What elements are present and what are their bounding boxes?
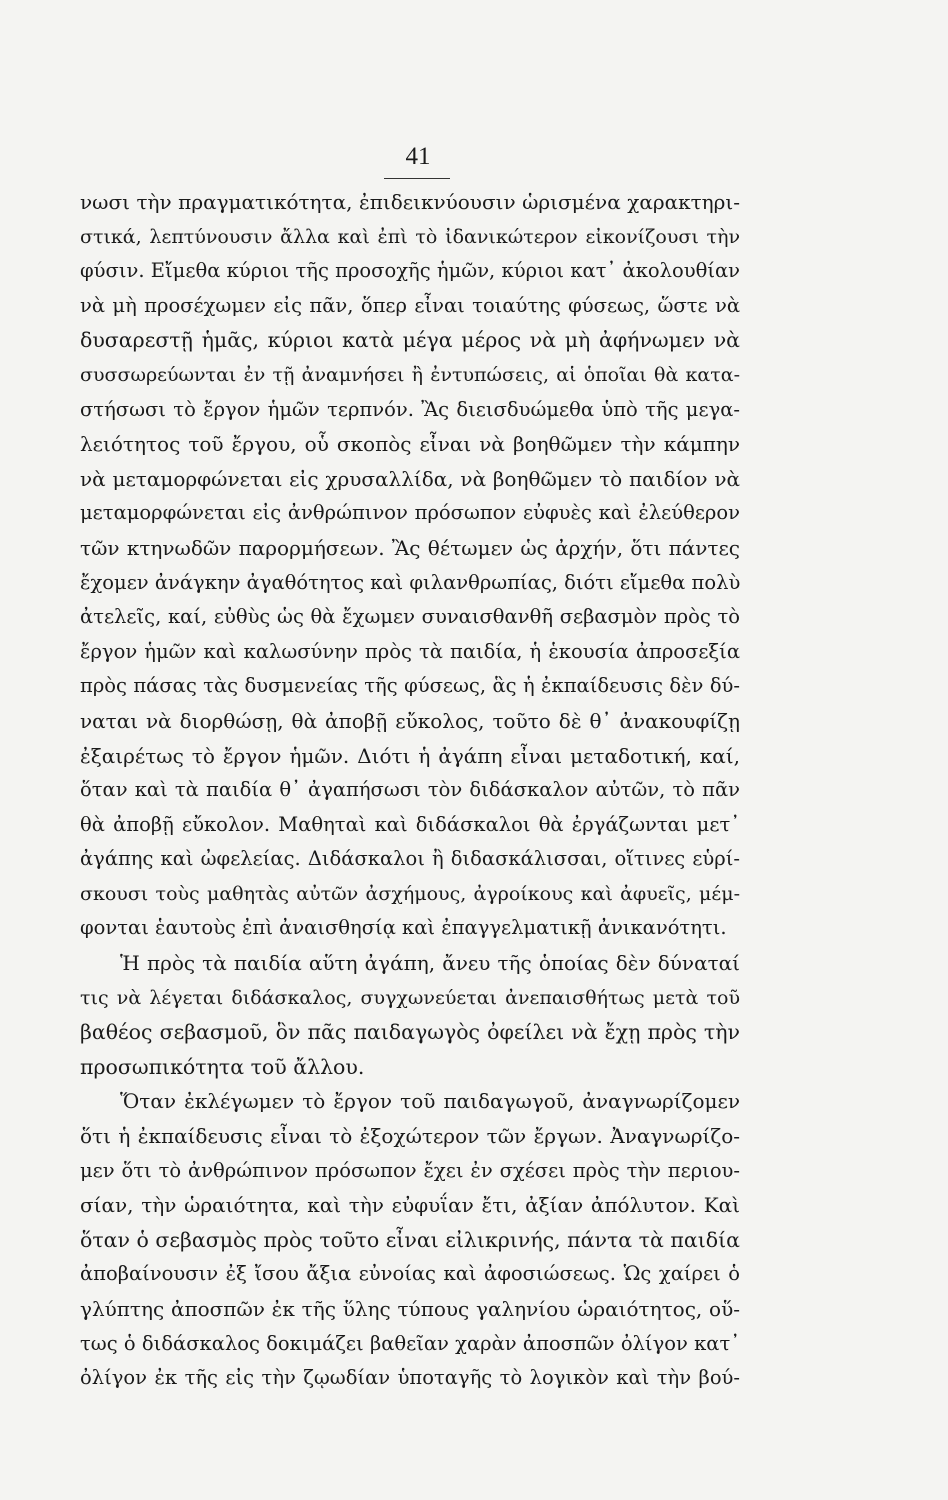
text-line: προσωπικότητα τοῦ ἄλλου. [80,1054,365,1079]
text-line: δυσαρεστῇ ἡμᾶς, κύριοι κατὰ μέγα μέρος νὰ μὴ ἀφήνωμεν νὰ [80,328,740,353]
text-line: νὰ μεταμορφώνεται εἰς χρυσαλλίδα, νὰ βοηθῶμεν τὸ παιδίον νὰ [80,466,740,491]
text-line: τῶν κτηνωδῶν παρορμήσεων. Ἂς θέτωμεν ὡς ἀρχήν, ὅτι πάντες [80,535,740,560]
text-line: βαθέος σεβασμοῦ, ὃν πᾶς παιδαγωγὸς ὀφείλει νὰ ἔχῃ πρὸς τὴν [80,1020,740,1045]
text-line: Ἡ πρὸς τὰ παιδία αὕτη ἀγάπη, ἄνευ τῆς ὁποίας δὲν δύναταί [120,951,740,976]
text-line: πρὸς πάσας τὰς δυσμενείας τῆς φύσεως, ἃς ἡ ἐκπαίδευσις δὲν δύ- [80,674,740,698]
text-line: ὅταν καὶ τὰ παιδία θ᾽ ἀγαπήσωσι τὸν διδάσκαλον αὐτῶν, τὸ πᾶν [80,778,740,802]
text-line: φύσιν. Εἴμεθα κύριοι τῆς προσοχῆς ἡμῶν, κύριοι κατ᾽ ἀκολουθίαν [80,259,740,283]
text-line: τις νὰ λέγεται διδάσκαλος, συγχωνεύεται ἀνεπαισθήτως μετὰ τοῦ [80,986,740,1009]
text-line: ναται νὰ διορθώσῃ, θὰ ἀποβῇ εὔκολος, τοῦτο δὲ θ᾽ ἀνακουφίζῃ [80,708,740,733]
text-line: γλύπτης ἀποσπῶν ἐκ τῆς ὕλης τύπους γαληνίου ὡραιότητος, οὕ- [80,1297,740,1321]
text-line: σκουσι τοὺς μαθητὰς αὐτῶν ἀσχήμους, ἀγροίκους καὶ ἀφυεῖς, μέμ- [80,882,740,905]
page-number-rule [384,178,450,179]
text-line: ὅτι ἡ ἐκπαίδευσις εἶναι τὸ ἐξοχώτερον τῶν ἔργων. Ἀναγνωρίζο- [80,1124,740,1149]
text-line: τως ὁ διδάσκαλος δοκιμάζει βαθεῖαν χαρὰν ἀποσπῶν ὀλίγον κατ᾽ [80,1331,740,1355]
text-line: ὅταν ὁ σεβασμὸς πρὸς τοῦτο εἶναι εἰλικρινής, πάντα τὰ παιδία [80,1227,740,1252]
text-line: νωσι τὴν πραγματικότητα, ἐπιδεικνύουσιν ὡρισμένα χαρακτηρι- [80,190,740,214]
text-line: στικά, λεπτύνουσιν ἄλλα καὶ ἐπὶ τὸ ἰδανικώτερον εἰκονίζουσι τὴν [80,225,740,248]
text-line: σίαν, τὴν ὡραιότητα, καὶ τὴν εὐφυΐαν ἔτι, ἀξίαν ἀπόλυτον. Καὶ [80,1193,740,1218]
text-line: θὰ ἀποβῇ εὔκολον. Μαθηταὶ καὶ διδάσκαλοι θὰ ἐργάζωνται μετ᾽ [80,812,740,836]
text-line: ἔργον ἡμῶν καὶ καλωσύνην πρὸς τὰ παιδία, ἡ ἑκουσία ἀπροσεξία [80,639,740,663]
text-line: μεταμορφώνεται εἰς ἀνθρώπινον πρόσωπον εὐφυὲς καὶ ἐλεύθερον [80,501,740,525]
text-line: Ὅταν ἐκλέγωμεν τὸ ἔργον τοῦ παιδαγωγοῦ, ἀναγνωρίζομεν [120,1089,740,1114]
text-line: συσσωρεύωνται ἐν τῇ ἀναμνήσει ἢ ἐντυπώσεις, αἱ ὁποῖαι θὰ κατα- [80,363,740,386]
text-line: ἀγάπης καὶ ὠφελείας. Διδάσκαλοι ἢ διδασκάλισσαι, οἵτινες εὑρί- [80,847,740,871]
text-line: ἐξαιρέτως τὸ ἔργον ἡμῶν. Διότι ἡ ἀγάπη εἶναι μεταδοτική, καί, [80,743,740,768]
text-line: στήσωσι τὸ ἔργον ἡμῶν τερπνόν. Ἂς διεισδυώμεθα ὑπὸ τῆς μεγα- [80,397,740,421]
page-number: 41 [405,143,431,170]
text-line: ἀτελεῖς, καί, εὐθὺς ὡς θὰ ἔχωμεν συναισθανθῆ σεβασμὸν πρὸς τὸ [80,605,740,629]
text-line: μεν ὅτι τὸ ἀνθρώπινον πρόσωπον ἔχει ἐν σχέσει πρὸς τὴν περιου- [80,1158,740,1182]
text-line: νὰ μὴ προσέχωμεν εἰς πᾶν, ὅπερ εἶναι τοιαύτης φύσεως, ὥστε νὰ [80,293,740,317]
text-line: ἔχομεν ἀνάγκην ἀγαθότητος καὶ φιλανθρωπίας, διότι εἴμεθα πολὺ [80,570,740,594]
text-line: φονται ἑαυτοὺς ἐπὶ ἀναισθησίᾳ καὶ ἐπαγγελματικῇ ἀνικανότητι. [80,916,727,940]
text-line: λειότητος τοῦ ἔργου, οὗ σκοπὸς εἶναι νὰ βοηθῶμεν τὴν κάμπην [80,432,740,457]
text-line: ἀποβαίνουσιν ἐξ ἴσου ἄξια εὐνοίας καὶ ἀφοσιώσεως. Ὡς χαίρει ὁ [80,1262,740,1286]
body-text [80,185,740,1396]
text-line: ὀλίγον ἐκ τῆς εἰς τὴν ζῳωδίαν ὑποταγῆς τὸ λογικὸν καὶ τὴν βού- [80,1366,740,1390]
